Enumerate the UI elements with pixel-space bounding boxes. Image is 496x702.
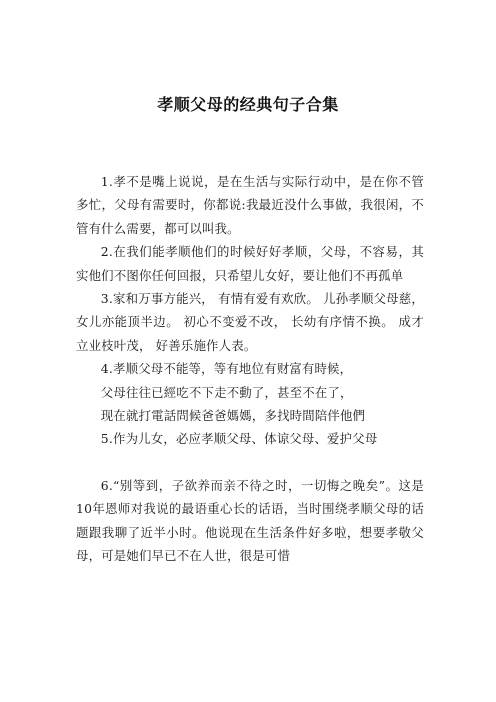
paragraph-5: 5.作为儿女，必应孝顺父母、体谅父母、爱护父母: [100, 431, 378, 447]
paragraph-1: 1.孝不是嘴上说说，是在生活与实际行动中，是在你不管多忙，父母有需要时，你都说:我最近没什么事做，我很闲，不管有什么需要，都可以叫我。: [76, 174, 424, 236]
paragraph-4-line-3: 现在就打電話問候爸爸媽媽，多找時間陪伴他們: [100, 408, 366, 424]
paragraph-6: 6.“别等到，子欲养而亲不待之时，一切悔之晚矣”。这是10年恩师对我说的最语重心长的话语，当时围绕孝顺父母的话题跟我聊了近半小时。他说现在生活条件好多啦，想要孝敬父母，可是她们早已不在人世，很是可惜: [76, 477, 424, 564]
document-title: 孝顺父母的经典句子合集: [157, 95, 339, 114]
paragraph-4-line-1: 4.孝顺父母不能等，等有地位有财富有時候，: [100, 361, 353, 377]
paragraph-4-line-2: 父母往往已經吃不下走不動了，甚至不在了，: [100, 384, 353, 400]
document-body: [76, 170, 424, 568]
paragraph-2: 2.在我们能孝顺他们的时候好好孝顺，父母，不容易，其实他们不图你任何回报，只希望儿女好，要让他们不再孤单: [76, 244, 424, 283]
paragraph-3: 3.家和万事方能兴， 有情有爱有欢欣。 儿孙孝顺父母慈， 女儿亦能顶半边。 初心不变爱不改， 长幼有序情不换。 成才立业枝叶茂， 好善乐施作人表。: [76, 291, 424, 353]
